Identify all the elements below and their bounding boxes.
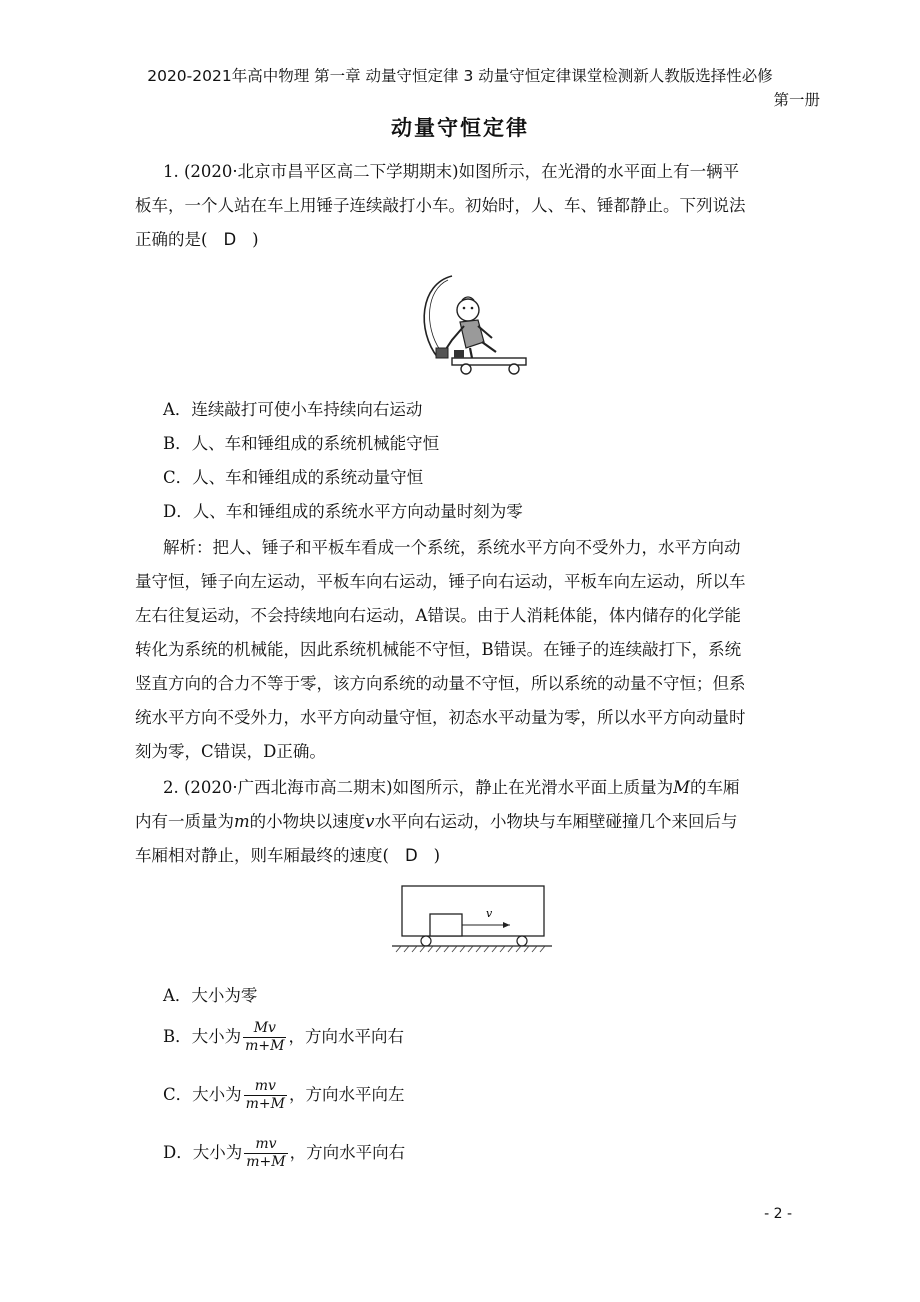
q1-option-b: B．人、车和锤组成的系统机械能守恒	[163, 434, 440, 453]
q1-analysis-line-5: 竖直方向的合力不等于零，该方向系统的动量不守恒，所以系统的动量不守恒；但系	[135, 674, 746, 693]
q1-option-d: D．人、车和锤组成的系统水平方向动量时刻为零	[163, 502, 523, 521]
q2-stem-line-1-a: 2. (2020·广西北海市高二期末)如图所示，静止在光滑水平面上质量为	[163, 778, 674, 797]
q2-paren-close: )	[433, 846, 441, 865]
q1-analysis-line-4: 转化为系统的机械能，因此系统机械能不守恒，B错误。在锤子的连续敲打下，系统	[135, 640, 742, 659]
header-line-2: 第一册	[773, 91, 820, 109]
q2-stem-line-3-text: 车厢相对静止，则车厢最终的速度(	[135, 846, 389, 865]
q2-option-c-numerator: mv	[244, 1078, 287, 1096]
document-header	[100, 64, 820, 112]
q2-option-b-numerator: Mv	[243, 1020, 286, 1038]
q2-stem-line-3	[135, 842, 440, 866]
q1-analysis-line-7: 刻为零，C错误，D正确。	[135, 742, 326, 761]
q2-option-d-denominator: m+M	[246, 1154, 286, 1170]
q2-option-c	[163, 1078, 404, 1113]
q2-option-c-suffix: ，方向水平向左	[288, 1085, 405, 1104]
q2-option-d-fraction	[244, 1136, 287, 1171]
q2-option-c-denominator: m+M	[245, 1096, 285, 1112]
q2-option-b-prefix: B．大小为	[163, 1027, 242, 1046]
q2-option-b-denominator: m+M	[245, 1038, 285, 1054]
q1-option-a: A．连续敲打可使小车持续向右运动	[163, 400, 423, 419]
q2-option-d	[163, 1136, 405, 1171]
q1-analysis-line-2: 量守恒，锤子向左运动，平板车向右运动，锤子向右运动，平板车向左运动，所以车	[135, 572, 746, 591]
q2-stem-line-2	[135, 808, 737, 832]
q1-figure-hammer-cart	[412, 270, 532, 378]
q2-option-b	[163, 1020, 404, 1055]
q2-symbol-M: M	[673, 778, 691, 797]
header-line-1: 2020-2021年高中物理 第一章 动量守恒定律 3 动量守恒定律课堂检测新人教版选择性必修	[147, 67, 773, 85]
q2-option-b-fraction	[243, 1020, 286, 1055]
q2-figure-carriage	[392, 880, 552, 956]
q2-figure-velocity-label: v	[486, 907, 493, 920]
q1-option-c: C．人、车和锤组成的系统动量守恒	[163, 468, 424, 487]
q1-analysis-line-1: 解析：把人、锤子和平板车看成一个系统，系统水平方向不受外力，水平方向动	[163, 538, 741, 557]
q2-stem-line-2-b: 的小物块以速度	[249, 812, 366, 831]
q2-stem-line-1-b: 的车厢	[690, 778, 740, 797]
q2-option-b-suffix: ，方向水平向右	[288, 1027, 404, 1046]
q2-option-c-prefix: C．大小为	[163, 1085, 242, 1104]
q2-option-d-prefix: D．大小为	[163, 1143, 243, 1162]
q1-analysis-line-6: 统水平方向不受外力，水平方向动量守恒，初态水平动量为零，所以水平方向动量时	[135, 708, 746, 727]
q1-stem-line-3	[135, 226, 259, 250]
q2-symbol-v: v	[365, 812, 375, 831]
q2-option-d-suffix: ，方向水平向右	[289, 1143, 406, 1162]
q1-stem-line-2: 板车，一个人站在车上用锤子连续敲打小车。初始时，人、车、锤都静止。下列说法	[135, 196, 746, 215]
page-title: 动量守恒定律	[391, 115, 529, 140]
q1-stem-line-1: 1. (2020·北京市昌平区高二下学期期末)如图所示，在光滑的水平面上有一辆平	[163, 162, 740, 181]
q2-symbol-m: m	[234, 812, 250, 831]
q1-answer: D	[223, 230, 237, 249]
q2-stem-line-2-c: 水平向右运动，小物块与车厢壁碰撞几个来回后与	[374, 812, 738, 831]
q2-option-c-fraction	[244, 1078, 287, 1113]
page-number: - 2 -	[764, 1206, 792, 1222]
q2-answer: D	[404, 846, 418, 865]
q1-paren-close: )	[252, 230, 259, 249]
q2-stem-line-1	[163, 774, 740, 798]
q1-stem-line-3-text: 正确的是(	[135, 230, 208, 249]
q1-analysis-line-3: 左右往复运动，不会持续地向右运动，A错误。由于人消耗体能，体内储存的化学能	[135, 606, 741, 625]
q2-option-d-numerator: mv	[244, 1136, 287, 1154]
q2-option-a: A．大小为零	[163, 986, 258, 1005]
q2-stem-line-2-a: 内有一质量为	[135, 812, 234, 831]
